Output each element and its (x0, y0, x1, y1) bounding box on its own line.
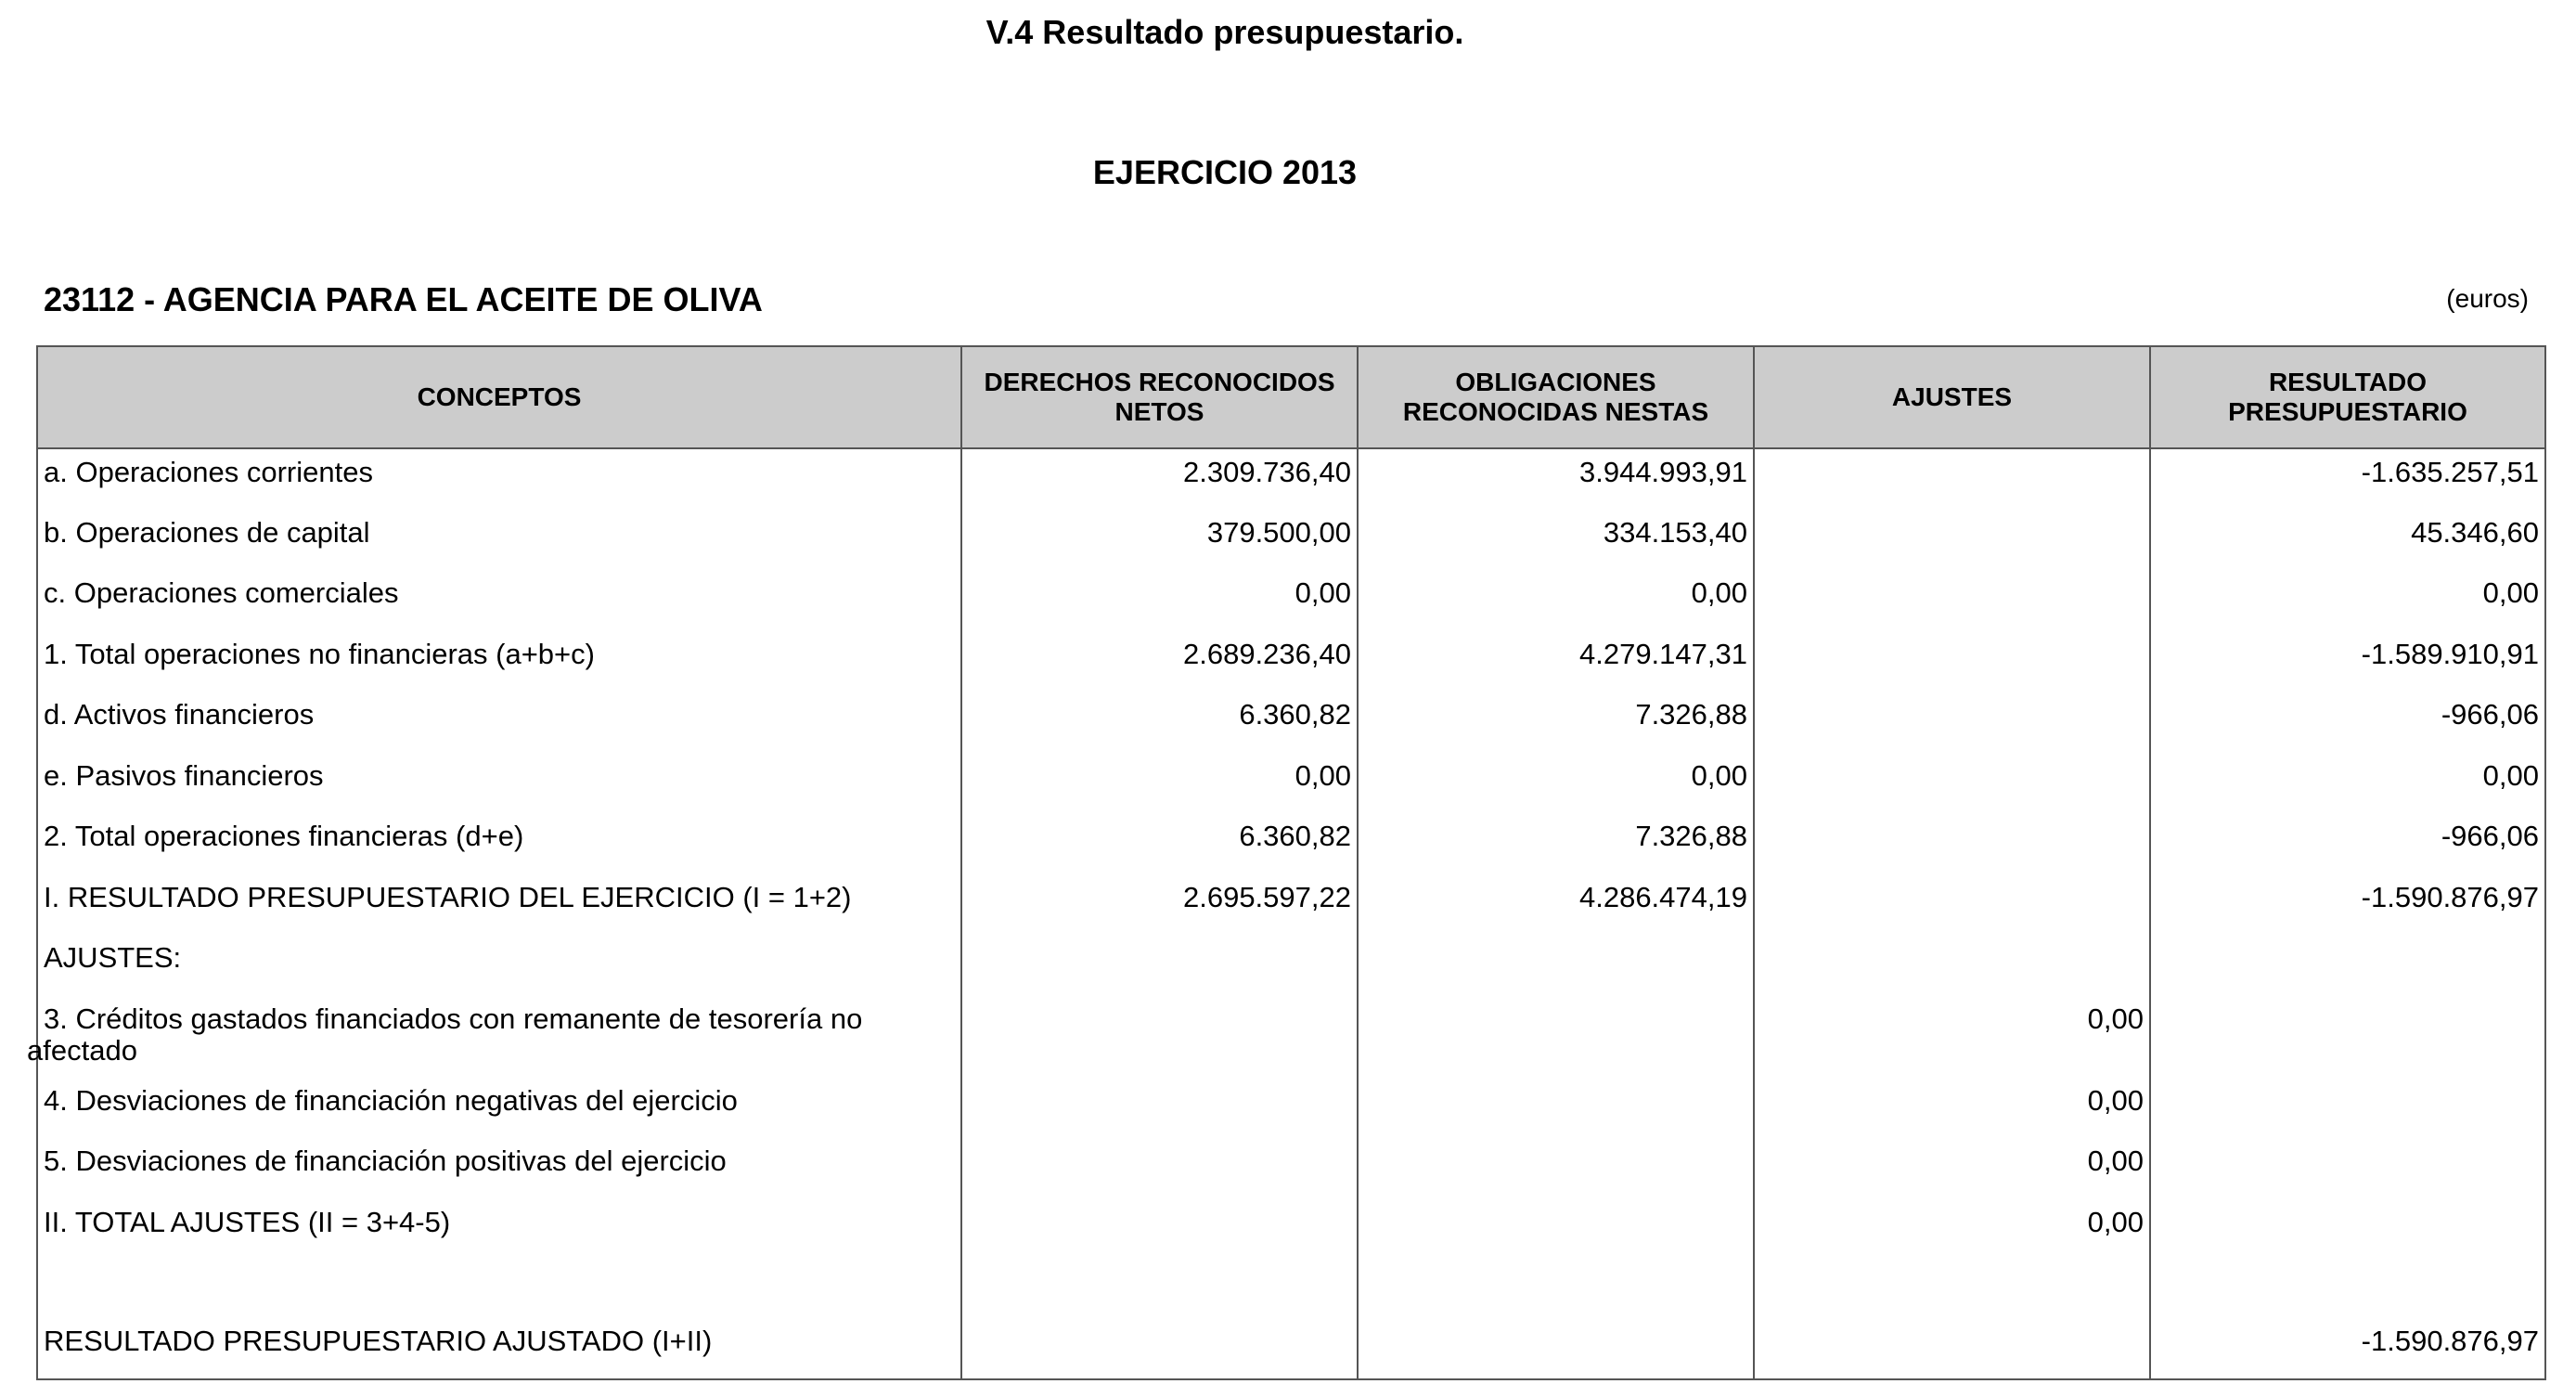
adjustments-cell (1754, 753, 2150, 814)
obligations-cell: 4.279.147,31 (1358, 631, 1754, 692)
concept-text: 3. Créditos gastados financiados con remanente de tesorería no (44, 1002, 863, 1035)
concept-cell (27, 996, 961, 1078)
concept-cell: d. Activos financieros (37, 692, 961, 753)
obligations-cell (1358, 1138, 1754, 1199)
obligations-cell: 7.326,88 (1358, 692, 1754, 753)
rights-cell: 6.360,82 (961, 692, 1358, 753)
result-cell: -1.590.876,97 (2150, 874, 2545, 936)
adjustments-cell (1754, 631, 2150, 692)
concept-cell: a. Operaciones corrientes (37, 448, 961, 510)
rights-cell: 2.695.597,22 (961, 874, 1358, 936)
concept-cell: 5. Desviaciones de financiación positivas del ejercicio (37, 1138, 961, 1199)
obligations-cell: 4.286.474,19 (1358, 874, 1754, 936)
table-row (37, 935, 2545, 996)
table-row (37, 874, 2545, 936)
concept-cell: b. Operaciones de capital (37, 510, 961, 571)
result-cell: -966,06 (2150, 813, 2545, 874)
concept-cell: 4. Desviaciones de financiación negativas del ejercicio (37, 1078, 961, 1139)
obligations-cell (1358, 1318, 1754, 1379)
obligations-cell (1358, 1199, 1754, 1261)
concept-cell: AJUSTES: (37, 935, 961, 996)
table-row (37, 996, 2545, 1078)
table-row (37, 1078, 2545, 1139)
table-row (37, 813, 2545, 874)
col-header-obligations: OBLIGACIONES RECONOCIDAS NESTAS (1358, 346, 1754, 448)
col-header-rights: DERECHOS RECONOCIDOS NETOS (961, 346, 1358, 448)
concept-cell: 2. Total operaciones financieras (d+e) (37, 813, 961, 874)
obligations-cell (1358, 996, 1754, 1078)
rights-cell: 2.689.236,40 (961, 631, 1358, 692)
rights-cell: 0,00 (961, 570, 1358, 631)
exercise-title: EJERCICIO 2013 (1092, 153, 1358, 191)
rights-cell (961, 1078, 1358, 1139)
concept-cell: e. Pasivos financieros (37, 753, 961, 814)
concept-cell: c. Operaciones comerciales (37, 570, 961, 631)
adjustments-cell (1754, 1318, 2150, 1379)
obligations-cell (1358, 1078, 1754, 1139)
rights-cell: 379.500,00 (961, 510, 1358, 571)
table-row (37, 631, 2545, 692)
result-cell: 0,00 (2150, 570, 2545, 631)
result-cell: 45.346,60 (2150, 510, 2545, 571)
table-row (37, 448, 2545, 510)
table-row (37, 692, 2545, 753)
col-header-concepts: CONCEPTOS (37, 346, 961, 448)
obligations-cell: 3.944.993,91 (1358, 448, 1754, 510)
budget-result-table (27, 345, 2546, 1380)
adjustments-cell (1754, 510, 2150, 571)
obligations-cell: 0,00 (1358, 570, 1754, 631)
result-cell (2150, 996, 2545, 1078)
adjustments-cell (1754, 935, 2150, 996)
rights-cell (961, 935, 1358, 996)
rights-cell: 2.309.736,40 (961, 448, 1358, 510)
table-row (37, 570, 2545, 631)
obligations-cell: 334.153,40 (1358, 510, 1754, 571)
rights-cell (961, 996, 1358, 1078)
result-cell: -1.589.910,91 (2150, 631, 2545, 692)
adjustments-cell: 0,00 (1754, 1078, 2150, 1139)
rights-cell: 0,00 (961, 753, 1358, 814)
result-cell (2150, 1138, 2545, 1199)
concept-text-wrap: afectado (27, 1033, 137, 1067)
units-label: (euros) (2446, 284, 2529, 313)
table-row (37, 510, 2545, 571)
adjustments-cell (1754, 448, 2150, 510)
obligations-cell: 0,00 (1358, 753, 1754, 814)
adjustments-cell: 0,00 (1754, 1138, 2150, 1199)
obligations-cell: 7.326,88 (1358, 813, 1754, 874)
table-row (37, 753, 2545, 814)
adjustments-cell: 0,00 (1754, 996, 2150, 1078)
entity-name: 23112 - AGENCIA PARA EL ACEITE DE OLIVA (44, 280, 763, 318)
obligations-cell (1358, 935, 1754, 996)
table-row (37, 1199, 2545, 1261)
result-cell: 0,00 (2150, 753, 2545, 814)
adjustments-cell (1754, 692, 2150, 753)
col-header-adjustments: AJUSTES (1754, 346, 2150, 448)
result-cell: -1.635.257,51 (2150, 448, 2545, 510)
table-row-total (37, 1318, 2545, 1379)
adjustments-cell (1754, 570, 2150, 631)
rights-cell (961, 1199, 1358, 1261)
adjustments-cell (1754, 874, 2150, 936)
concept-cell: II. TOTAL AJUSTES (II = 3+4-5) (37, 1199, 961, 1261)
rights-cell (961, 1318, 1358, 1379)
result-cell: -1.590.876,97 (2150, 1318, 2545, 1379)
result-cell: -966,06 (2150, 692, 2545, 753)
concept-cell: RESULTADO PRESUPUESTARIO AJUSTADO (I+II) (37, 1318, 961, 1379)
concept-cell: I. RESULTADO PRESUPUESTARIO DEL EJERCICIO (I = 1+2) (37, 874, 961, 936)
concept-cell: 1. Total operaciones no financieras (a+b+c) (37, 631, 961, 692)
col-header-result: RESULTADO PRESUPUESTARIO (2150, 346, 2545, 448)
result-cell (2150, 1078, 2545, 1139)
rights-cell: 6.360,82 (961, 813, 1358, 874)
spacer-row (37, 1260, 2545, 1318)
adjustments-cell: 0,00 (1754, 1199, 2150, 1261)
result-cell (2150, 1199, 2545, 1261)
section-title: V.4 Resultado presupuestario. (985, 13, 1464, 51)
table-header-row (37, 346, 2545, 448)
table-row (37, 1138, 2545, 1199)
adjustments-cell (1754, 813, 2150, 874)
rights-cell (961, 1138, 1358, 1199)
result-cell (2150, 935, 2545, 996)
